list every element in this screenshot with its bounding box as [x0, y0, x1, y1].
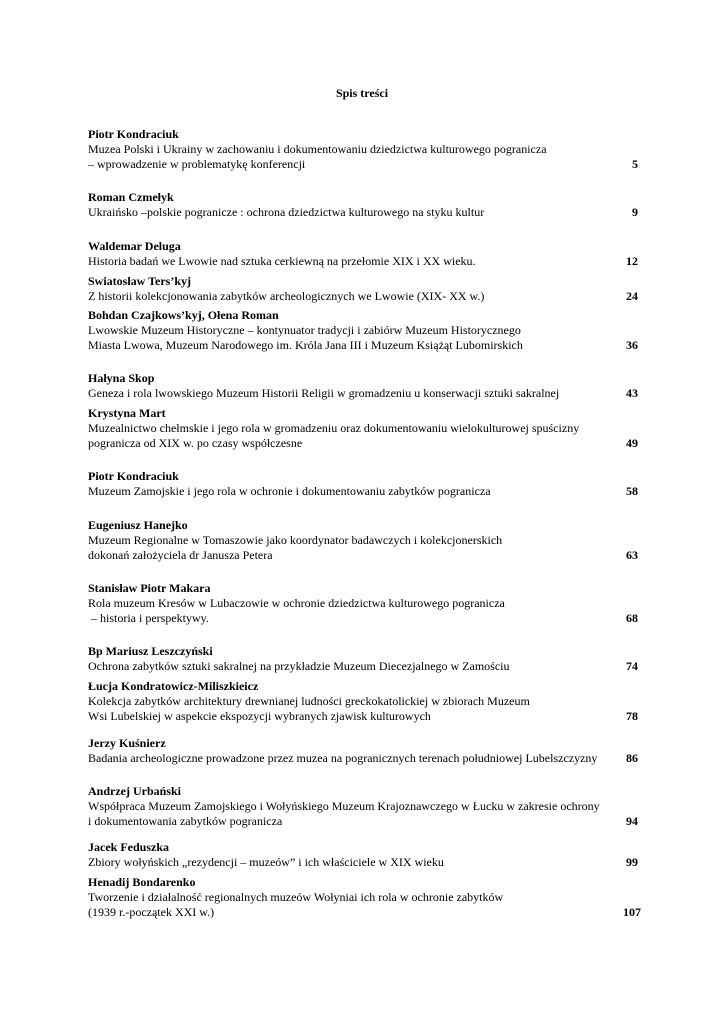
- entry-title-line: Historia badań we Lwowie nad sztuka cerkiewną na przełomie XIX i XX wieku.: [88, 254, 476, 268]
- entry-author: Henadij Bondarenko: [88, 875, 196, 889]
- entry-author: Swiatosław Ters’kyj: [88, 274, 192, 288]
- entry-author: Łucja Kondratowicz-Miliszkieicz: [88, 679, 259, 693]
- toc-entry[interactable]: [88, 239, 638, 269]
- entry-title-line: Muzeum Regionalne w Tomaszowie jako koordynator badawczych i kolekcjonerskich: [88, 533, 503, 547]
- entry-page-number: 9: [632, 205, 638, 219]
- toc-entry[interactable]: [88, 840, 638, 870]
- entry-title-line: Geneza i rola lwowskiego Muzeum Historii Religii w gromadzeniu u konserwacji sztuki sakralnej: [88, 386, 560, 400]
- entry-title-line: pogranicza od XIX w. po czasy współczesne: [88, 436, 303, 450]
- entry-title-line: (1939 r.-początek XXI w.): [88, 905, 215, 919]
- entry-author: Krystyna Mart: [88, 406, 166, 420]
- entry-title-line: Muzealnictwo chełmskie i jego rola w gromadzeniu oraz dokumentowaniu wielokulturowej spuścizny: [88, 421, 580, 435]
- entry-page-number: 24: [626, 289, 638, 303]
- entry-title-line: Miasta Lwowa, Muzeum Narodowego im. Króla Jana III i Muzeum Książąt Lubomirskich: [88, 338, 523, 352]
- entry-author: Eugeniusz Hanejko: [88, 518, 188, 532]
- entry-title-line: Z historii kolekcjonowania zabytków archeologicznych we Lwowie (XIX- XX w.): [88, 289, 485, 303]
- entry-author: Bohdan Czajkows’kyj, Ołena Roman: [88, 308, 279, 322]
- entry-title-line: dokonań założyciela dr Janusza Petera: [88, 548, 273, 562]
- entry-author: Hałyna Skop: [88, 371, 155, 385]
- page-title: Spis treści: [335, 86, 389, 100]
- entry-title-line: Ukraińsko –polskie pogranicze : ochrona dziedzictwa kulturowego na styku kultur: [88, 205, 485, 219]
- entry-title-line: Lwowskie Muzeum Historyczne – kontynuator tradycji i zabiórw Muzeum Historycznego: [88, 323, 521, 337]
- entry-title-line: Współpraca Muzeum Zamojskiego i Wołyńskiego Muzeum Krajoznawczego w Łucku w zakresie ochrony: [88, 799, 600, 813]
- entry-author: Jerzy Kuśnierz: [88, 736, 166, 750]
- toc-entry[interactable]: [88, 274, 638, 304]
- entry-author: Piotr Kondraciuk: [88, 469, 179, 483]
- entry-title-line: Rola muzeum Kresów w Lubaczowie w ochronie dziedzictwa kulturowego pogranicza: [88, 596, 505, 610]
- entry-page-number: 94: [626, 814, 638, 828]
- toc-entry[interactable]: [88, 190, 638, 220]
- entry-author: Andrzej Urbański: [88, 784, 182, 798]
- toc-entry[interactable]: [88, 127, 638, 172]
- toc-entry[interactable]: [88, 581, 638, 626]
- toc-entry[interactable]: [88, 518, 638, 563]
- entry-author: Piotr Kondraciuk: [88, 127, 179, 141]
- entry-title-line: – historia i perspektywy.: [88, 611, 209, 625]
- entry-title-line: Ochrona zabytków sztuki sakralnej na przykładzie Muzeum Diecezjalnego w Zamościu: [88, 659, 510, 673]
- entry-title-line: i dokumentowania zabytków pogranicza: [88, 814, 283, 828]
- entry-page-number: 49: [626, 436, 638, 450]
- toc-entry[interactable]: [88, 308, 638, 353]
- entry-page-number: 36: [626, 338, 638, 352]
- toc-entry[interactable]: [88, 736, 638, 766]
- entry-author: Bp Mariusz Leszczyński: [88, 644, 213, 658]
- entry-page-number: 68: [626, 611, 638, 625]
- entry-title-line: Tworzenie i działalność regionalnych muzeów Wołyniai ich rola w ochronie zabytków: [88, 890, 504, 904]
- toc-entry[interactable]: [88, 875, 641, 920]
- toc-entry[interactable]: [88, 406, 638, 451]
- toc-entry[interactable]: [88, 644, 638, 674]
- entry-page-number: 107: [623, 905, 641, 919]
- entry-title-line: Muzeum Zamojskie i jego rola w ochronie i dokumentowaniu zabytków pogranicza: [88, 484, 491, 498]
- entry-title-line: Wsi Lubelskiej w aspekcie ekspozycji wybranych zjawisk kulturowych: [88, 709, 431, 723]
- entry-page-number: 99: [626, 855, 638, 869]
- entry-title-line: Zbiory wołyńskich „rezydencji – muzeów” i ich właściciele w XIX wieku: [88, 855, 444, 869]
- toc-entry[interactable]: [88, 371, 638, 401]
- toc-entry[interactable]: [88, 679, 638, 724]
- entry-author: Stanisław Piotr Makara: [88, 581, 211, 595]
- entry-page-number: 43: [626, 386, 638, 400]
- entry-page-number: 5: [632, 157, 638, 171]
- entry-page-number: 74: [626, 659, 638, 673]
- entry-page-number: 86: [626, 751, 638, 765]
- entry-author: Jacek Feduszka: [88, 840, 169, 854]
- entry-page-number: 12: [626, 254, 638, 268]
- entry-page-number: 78: [626, 709, 638, 723]
- entry-page-number: 58: [626, 484, 638, 498]
- entry-title-line: Kolekcja zabytków architektury drewnianej ludności greckokatolickiej w zbiorach Muzeum: [88, 694, 530, 708]
- entry-author: Roman Czmełyk: [88, 190, 174, 204]
- toc-entry[interactable]: [88, 784, 638, 829]
- entry-author: Waldemar Deluga: [88, 239, 181, 253]
- toc-entry[interactable]: [88, 469, 638, 499]
- entry-title-line: Muzea Polski i Ukrainy w zachowaniu i dokumentowaniu dziedzictwa kulturowego pogranicza: [88, 142, 547, 156]
- entry-title-line: Badania archeologiczne prowadzone przez muzea na pogranicznych terenach południowej Lubelszczyzny: [88, 751, 598, 765]
- entry-title-line: – wprowadzenie w problematykę konferencji: [88, 157, 306, 171]
- entry-page-number: 63: [626, 548, 638, 562]
